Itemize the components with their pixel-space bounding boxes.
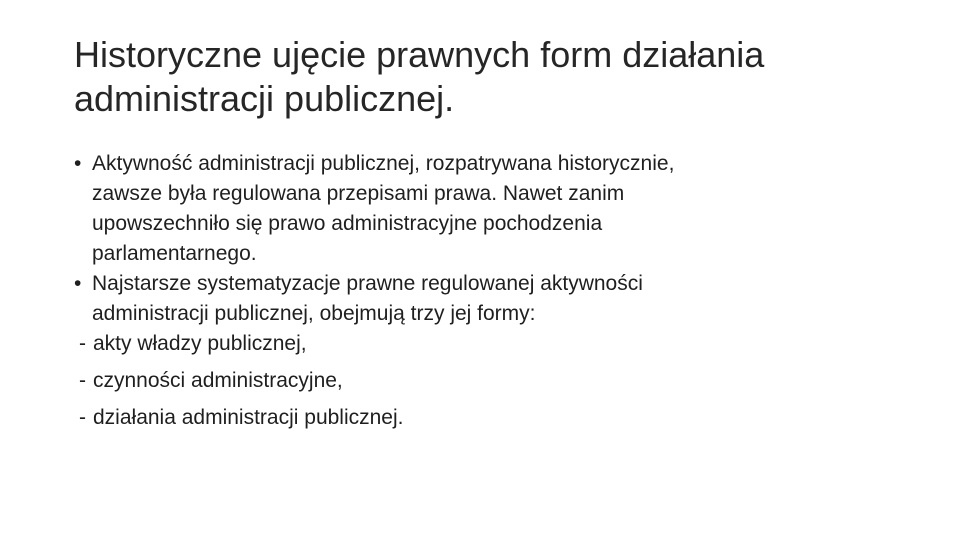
form-list-item <box>79 403 894 433</box>
slide-title-line-1: Historyczne ujęcie prawnych form działania <box>74 34 765 75</box>
form-list-item-text: czynności administracyjne, <box>93 369 343 392</box>
slide-title-line-2: administracji publicznej. <box>74 78 455 119</box>
form-list-item <box>79 366 894 396</box>
bullet-text-line: Najstarsze systematyzacje prawne regulowanej aktywności <box>92 272 643 295</box>
bullet-marker: • <box>74 272 82 295</box>
dash-marker: - <box>79 406 86 429</box>
bullet-item <box>74 269 894 329</box>
dash-marker: - <box>79 332 86 355</box>
form-list-item <box>79 329 894 359</box>
bullet-text-line: Aktywność administracji publicznej, rozpatrywana historycznie, <box>92 152 675 175</box>
slide-title <box>74 33 894 121</box>
bullet-text-line: zawsze była regulowana przepisami prawa. Nawet zanim <box>92 182 625 205</box>
slide-body <box>74 149 894 433</box>
bullet-text-line: parlamentarnego. <box>92 242 257 265</box>
bullet-marker: • <box>74 152 82 175</box>
dash-marker: - <box>79 369 86 392</box>
bullet-text-line: upowszechniło się prawo administracyjne pochodzenia <box>92 212 603 235</box>
form-list-item-text: akty władzy publicznej, <box>93 332 307 355</box>
bullet-item <box>74 149 894 269</box>
bullet-text-line: administracji publicznej, obejmują trzy jej formy: <box>92 302 536 325</box>
form-list-item-text: działania administracji publicznej. <box>93 406 404 429</box>
forms-list <box>74 329 894 433</box>
